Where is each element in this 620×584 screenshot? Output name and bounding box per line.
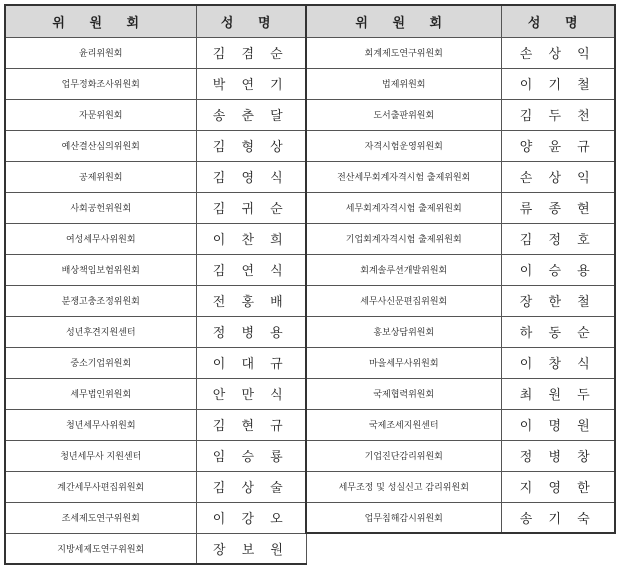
chair-left-cell: 이 찬 희: [196, 223, 306, 254]
committee-left-cell: 분쟁고충조정위원회: [5, 285, 196, 316]
table-row: [5, 37, 615, 68]
chair-right-cell: 김 정 호: [501, 223, 615, 254]
committee-left-cell: 여성세무사위원회: [5, 223, 196, 254]
chair-left-cell: 김 연 식: [196, 254, 306, 285]
committee-right-cell: [306, 533, 501, 564]
committee-left-cell: 공제위원회: [5, 161, 196, 192]
chair-left-cell: 박 연 기: [196, 68, 306, 99]
committee-left-cell: 청년세무사위원회: [5, 409, 196, 440]
chair-left-cell: 이 대 규: [196, 347, 306, 378]
committee-right-cell: 마을세무사위원회: [306, 347, 501, 378]
committee-right-cell: 도서출판위원회: [306, 99, 501, 130]
chair-left-cell: 임 승 룡: [196, 440, 306, 471]
chair-right-cell: 양 윤 규: [501, 130, 615, 161]
chair-right-cell: 장 한 철: [501, 285, 615, 316]
committee-left-cell: 청년세무사 지원센터: [5, 440, 196, 471]
chair-right-cell: 손 상 익: [501, 161, 615, 192]
table-row: [5, 502, 615, 533]
committee-left-cell: 계간세무사편집위원회: [5, 471, 196, 502]
chair-left-cell: 이 강 오: [196, 502, 306, 533]
committee-right-cell: 세무회계자격시험 출제위원회: [306, 192, 501, 223]
table-row: [5, 533, 615, 564]
committee-right-cell: 기업진단감리위원회: [306, 440, 501, 471]
chair-left-cell: 안 만 식: [196, 378, 306, 409]
committee-right-cell: 회계솔루션개발위원회: [306, 254, 501, 285]
chair-right-cell: 이 기 철: [501, 68, 615, 99]
chair-right-cell: 하 동 순: [501, 316, 615, 347]
chair-right-cell: 송 기 숙: [501, 502, 615, 533]
table-row: [5, 440, 615, 471]
chair-left-cell: 송 춘 달: [196, 99, 306, 130]
chair-right-cell: 지 영 한: [501, 471, 615, 502]
table-row: [5, 130, 615, 161]
chair-left-cell: 정 병 용: [196, 316, 306, 347]
header-row: [5, 5, 615, 37]
committee-right-cell: 회계제도연구위원회: [306, 37, 501, 68]
header-committee-left: 위 원 회: [5, 5, 196, 37]
chair-left-cell: 김 겸 순: [196, 37, 306, 68]
table-row: [5, 223, 615, 254]
committee-right-cell: 자격시험운영위원회: [306, 130, 501, 161]
table-row: [5, 254, 615, 285]
committee-right-cell: 세무조정 및 성실신고 감리위원회: [306, 471, 501, 502]
table-row: [5, 285, 615, 316]
committee-left-cell: 세무법인위원회: [5, 378, 196, 409]
chair-right-cell: 손 상 익: [501, 37, 615, 68]
committee-left-cell: 조세제도연구위원회: [5, 502, 196, 533]
chair-left-cell: 전 홍 배: [196, 285, 306, 316]
committee-right-cell: 업무침해감시위원회: [306, 502, 501, 533]
table-row: [5, 409, 615, 440]
table-row: [5, 378, 615, 409]
chair-right-cell: 이 창 식: [501, 347, 615, 378]
committee-right-cell: 세무사신문편집위원회: [306, 285, 501, 316]
committee-left-cell: 업무정화조사위원회: [5, 68, 196, 99]
header-committee-right: 위 원 회: [306, 5, 501, 37]
chair-right-cell: 류 종 현: [501, 192, 615, 223]
committee-table: [4, 4, 616, 565]
committee-left-cell: 중소기업위원회: [5, 347, 196, 378]
committee-left-cell: 성년후견지원센터: [5, 316, 196, 347]
chair-right-cell: 이 명 원: [501, 409, 615, 440]
committee-left-cell: 자문위원회: [5, 99, 196, 130]
chair-right-cell: 이 승 용: [501, 254, 615, 285]
chair-left-cell: 장 보 원: [196, 533, 306, 564]
committee-left-cell: 윤리위원회: [5, 37, 196, 68]
table-row: [5, 316, 615, 347]
chair-right-cell: 정 병 창: [501, 440, 615, 471]
header-name-left: 성 명: [196, 5, 306, 37]
committee-table-body: [5, 5, 615, 564]
table-row: [5, 99, 615, 130]
committee-right-cell: 국제협력위원회: [306, 378, 501, 409]
table-row: [5, 471, 615, 502]
committee-table-wrapper: [4, 4, 616, 565]
committee-left-cell: 지방세제도연구위원회: [5, 533, 196, 564]
committee-left-cell: 배상책임보험위원회: [5, 254, 196, 285]
chair-left-cell: 김 상 술: [196, 471, 306, 502]
chair-left-cell: 김 영 식: [196, 161, 306, 192]
committee-right-cell: 전산세무회계자격시험 출제위원회: [306, 161, 501, 192]
committee-right-cell: 홍보상담위원회: [306, 316, 501, 347]
chair-right-cell: [501, 533, 615, 564]
chair-left-cell: 김 형 상: [196, 130, 306, 161]
committee-left-cell: 예산결산심의위원회: [5, 130, 196, 161]
chair-left-cell: 김 귀 순: [196, 192, 306, 223]
committee-left-cell: 사회공헌위원회: [5, 192, 196, 223]
table-row: [5, 192, 615, 223]
table-row: [5, 68, 615, 99]
committee-right-cell: 국제조세지원센터: [306, 409, 501, 440]
table-row: [5, 347, 615, 378]
chair-right-cell: 김 두 천: [501, 99, 615, 130]
chair-right-cell: 최 원 두: [501, 378, 615, 409]
chair-left-cell: 김 현 규: [196, 409, 306, 440]
table-row: [5, 161, 615, 192]
committee-right-cell: 법제위원회: [306, 68, 501, 99]
committee-right-cell: 기업회계자격시험 출제위원회: [306, 223, 501, 254]
header-name-right: 성 명: [501, 5, 615, 37]
